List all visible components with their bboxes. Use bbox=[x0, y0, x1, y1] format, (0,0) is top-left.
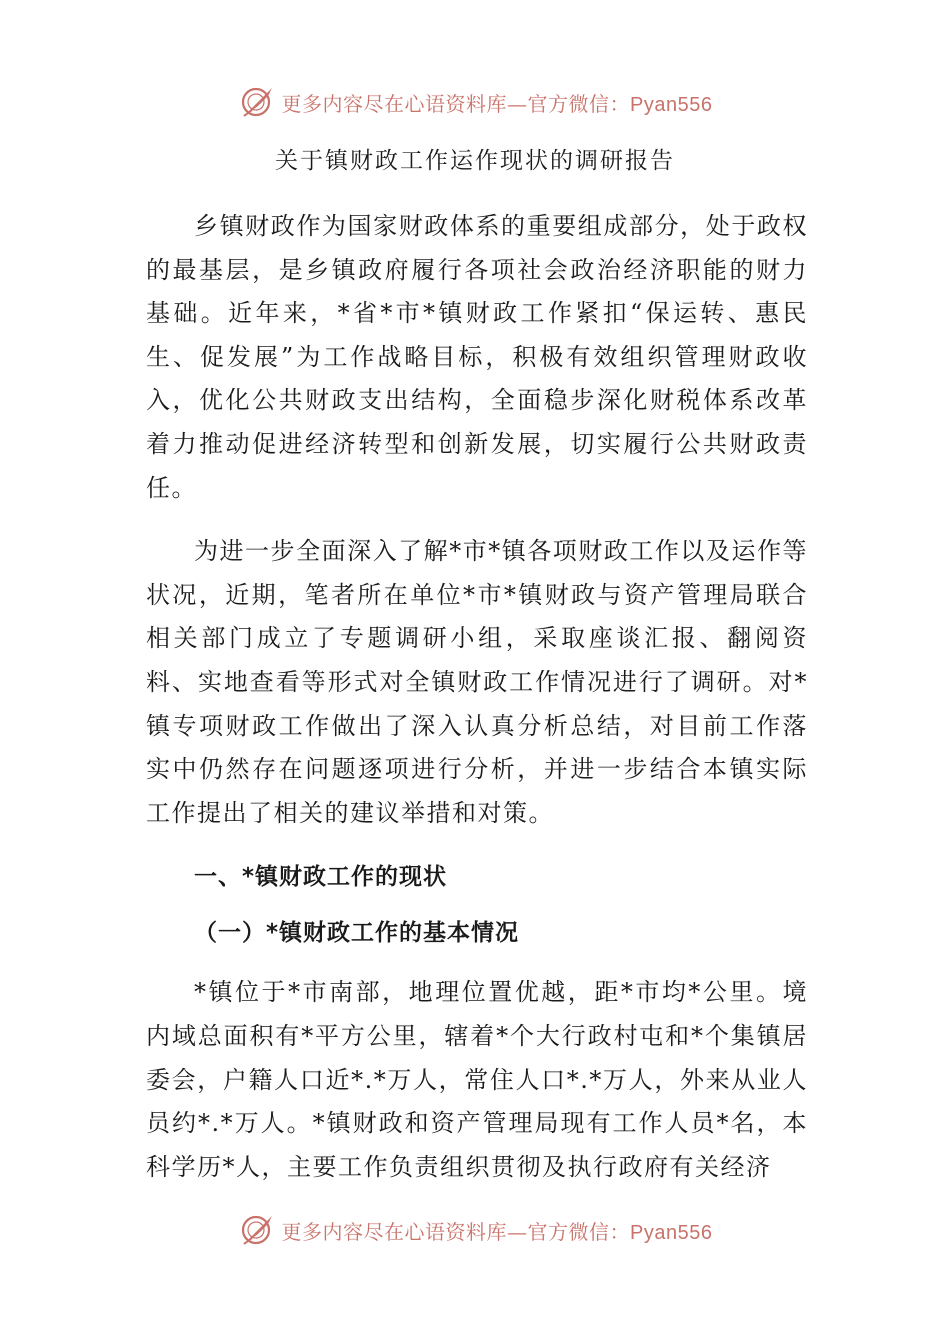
watermark-banner-top bbox=[0, 80, 950, 124]
quill-pen-logo-icon bbox=[238, 1210, 278, 1250]
body-paragraph-2: 为进一步全面深入了解*市*镇各项财政工作以及运作等状况，近期，笔者所在单位*市*镇财政与资产管理局联合相关部门成立了专题调研小组，采取座谈汇报、翻阅资料、实地查看等形式对全镇财政工作情况进行了调研。对*镇专项财政工作做出了深入认真分析总结，对目前工作落实中仍然存在问题逐项进行分析，并进一步结合本镇实际工作提出了相关的建议举措和对策。 bbox=[146, 537, 808, 827]
watermark-text: 更多内容尽在心语资料库—官方微信：Pyan556 bbox=[281, 91, 713, 116]
watermark-text: 更多内容尽在心语资料库—官方微信：Pyan556 bbox=[281, 1219, 713, 1244]
watermark-banner-bottom bbox=[0, 1208, 950, 1252]
body-paragraph-1: 乡镇财政作为国家财政体系的重要组成部分，处于政权的最基层，是乡镇政府履行各项社会政治经济职能的财力基础。近年来，*省*市*镇财政工作紧扣“保运转、惠民生、促发展”为工作战略目标，积极有效组织管理财政收入，优化公共财政支出结构，全面稳步深化财税体系改革着力推动促进经济转型和创新发展，切实履行公共财政责任。 bbox=[146, 212, 808, 502]
document-title: 关于镇财政工作运作现状的调研报告 bbox=[275, 148, 675, 174]
document-body bbox=[146, 205, 808, 1189]
subsection-heading: （一）*镇财政工作的基本情况 bbox=[194, 920, 520, 947]
body-paragraph-3: *镇位于*市南部，地理位置优越，距*市均*公里。境内域总面积有*平方公里，辖着*个大行政村屯和*个集镇居委会，户籍人口近*.*万人，常住人口*.*万人，外来从业人员约*.*万人。*镇财政和资产管理局现有工作人员*名，本科学历*人，主要工作负责组织贯彻及执行政府有关经济 bbox=[146, 978, 808, 1181]
section-heading: 一、*镇财政工作的现状 bbox=[194, 864, 448, 891]
quill-pen-logo-icon bbox=[238, 82, 278, 122]
